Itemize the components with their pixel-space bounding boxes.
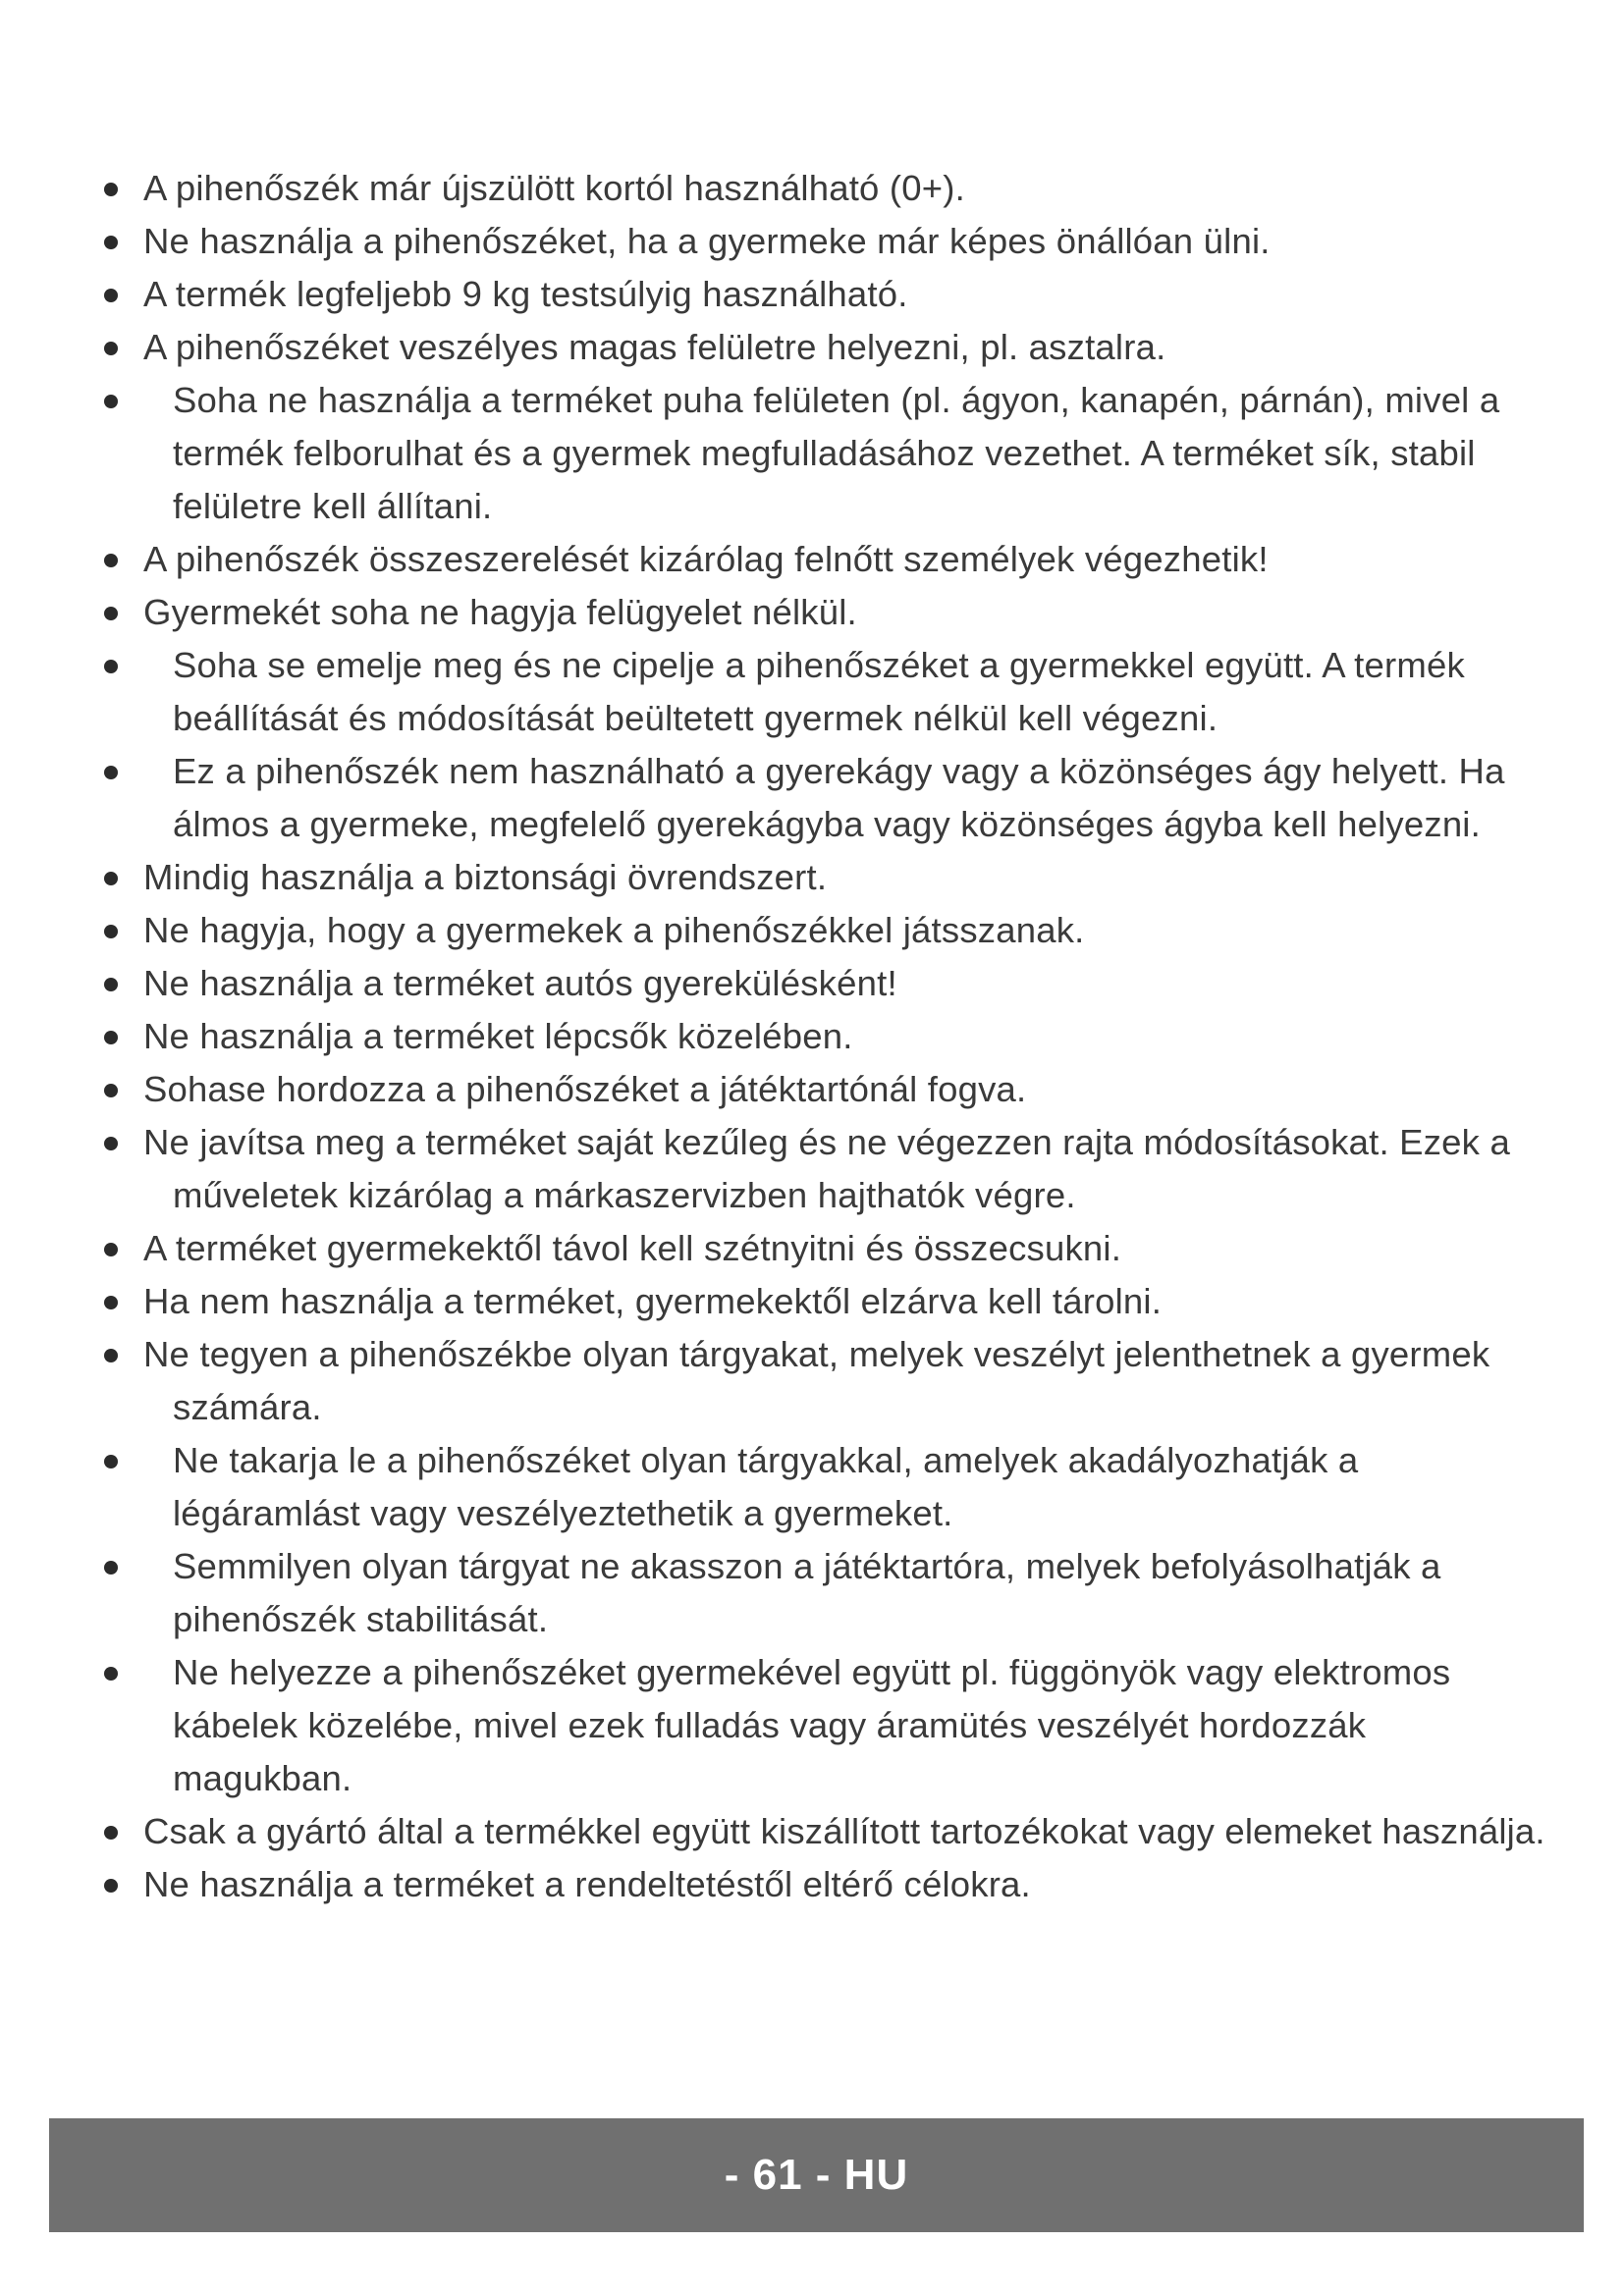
list-item [98,1275,1551,1328]
list-item-text: Semmilyen olyan tárgyat ne akasszon a játéktartóra, melyek befolyásolhatják a pihenőszék stabilitását. [173,1546,1441,1639]
bullet-icon [104,554,118,567]
list-item [98,904,1551,957]
bullet-icon [104,872,118,885]
list-item [98,268,1551,321]
list-item-text: A terméket gyermekektől távol kell szétnyitni és összecsukni. [143,1228,1122,1268]
list-item [98,639,1551,745]
bullet-icon [104,1455,118,1468]
bullet-icon [104,1561,118,1575]
list-item-text: Ne javítsa meg a terméket saját kezűleg és ne végezzen rajta módosításokat. Ezek a műveletek kizárólag a márkaszervizben hajthatók végre. [143,1122,1510,1215]
list-item-text: Ne használja a terméket autós gyerekülésként! [143,963,897,1003]
bullet-icon [104,1243,118,1256]
list-item-text: Gyermekét soha ne hagyja felügyelet nélkül. [143,592,857,632]
bullet-icon [104,660,118,673]
bullet-icon [104,1031,118,1044]
list-item-text: Ne használja a terméket lépcsők közelében. [143,1016,853,1056]
list-item [98,1010,1551,1063]
bullet-icon [104,1826,118,1840]
bullet-icon [104,395,118,408]
list-item-text: Ne takarja le a pihenőszéket olyan tárgyakkal, amelyek akadályozhatják a légáramlást vagy veszélyeztethetik a gyermeket. [173,1440,1359,1533]
list-item-text: A pihenőszék már újszülött kortól használható (0+). [143,168,965,208]
bullet-icon [104,1084,118,1097]
list-item-text: A pihenőszéket veszélyes magas felületre helyezni, pl. asztalra. [143,327,1166,367]
list-item-text: Ha nem használja a terméket, gyermekektől elzárva kell tárolni. [143,1281,1163,1321]
bullet-icon [104,342,118,355]
page-footer [49,2118,1584,2232]
list-item-text: Ne használja a pihenőszéket, ha a gyermeke már képes önállóan ülni. [143,221,1271,261]
list-item [98,1805,1551,1858]
list-item [98,1063,1551,1116]
bullet-icon [104,1296,118,1309]
bullet-icon [104,607,118,620]
list-item-text: Ne hagyja, hogy a gyermekek a pihenőszékkel játsszanak. [143,910,1085,950]
bullet-list [98,162,1551,1911]
bullet-icon [104,1879,118,1893]
list-item [98,1434,1551,1540]
bullet-icon [104,1349,118,1362]
list-item [98,1858,1551,1911]
list-item [98,1646,1551,1805]
bullet-icon [104,289,118,302]
bullet-icon [104,766,118,779]
list-item [98,321,1551,374]
bullet-icon [104,925,118,938]
list-item [98,1540,1551,1646]
list-item-text: A pihenőszék összeszerelését kizárólag felnőtt személyek végezhetik! [143,539,1269,579]
list-item-text: Soha se emelje meg és ne cipelje a pihenőszéket a gyermekkel együtt. A termék beállítását és módosítását beültetett gyermek nélkül kell végezni. [173,645,1465,738]
list-item [98,533,1551,586]
list-item-text: Soha ne használja a terméket puha felületen (pl. ágyon, kanapén, párnán), mivel a termék felborulhat és a gyermek megfulladásához vezethet. A terméket sík, stabil felületre kell állítani. [173,380,1500,526]
list-item [98,1116,1551,1222]
list-item-text: Csak a gyártó által a termékkel együtt kiszállított tartozékokat vagy elemeket használja. [143,1811,1545,1851]
bullet-icon [104,1667,118,1681]
bullet-icon [104,236,118,249]
list-item [98,957,1551,1010]
list-item-text: Ez a pihenőszék nem használható a gyerekágy vagy a közönséges ágy helyett. Ha álmos a gyermeke, megfelelő gyerekágyba vagy közönséges ágyba kell helyezni. [173,751,1505,844]
list-item [98,851,1551,904]
list-item [98,745,1551,851]
list-item-text: Ne használja a terméket a rendeltetéstől eltérő célokra. [143,1864,1031,1904]
list-item-text: Sohase hordozza a pihenőszéket a játéktartónál fogva. [143,1069,1027,1109]
list-item [98,586,1551,639]
page-number: - 61 - HU [724,2151,909,2199]
list-item-text: A termék legfeljebb 9 kg testsúlyig használható. [143,274,908,314]
list-item [98,374,1551,533]
list-item [98,1328,1551,1434]
list-item [98,162,1551,215]
bullet-icon [104,1137,118,1150]
safety-instructions [98,162,1551,1911]
bullet-icon [104,183,118,196]
list-item [98,215,1551,268]
list-item-text: Mindig használja a biztonsági övrendszert. [143,857,828,897]
list-item-text: Ne tegyen a pihenőszékbe olyan tárgyakat, melyek veszélyt jelenthetnek a gyermek számára. [143,1334,1490,1427]
list-item-text: Ne helyezze a pihenőszéket gyermekével együtt pl. függönyök vagy elektromos kábelek közelébe, mivel ezek fulladás vagy áramütés veszélyét hordozzák magukban. [173,1652,1451,1798]
list-item [98,1222,1551,1275]
bullet-icon [104,978,118,991]
